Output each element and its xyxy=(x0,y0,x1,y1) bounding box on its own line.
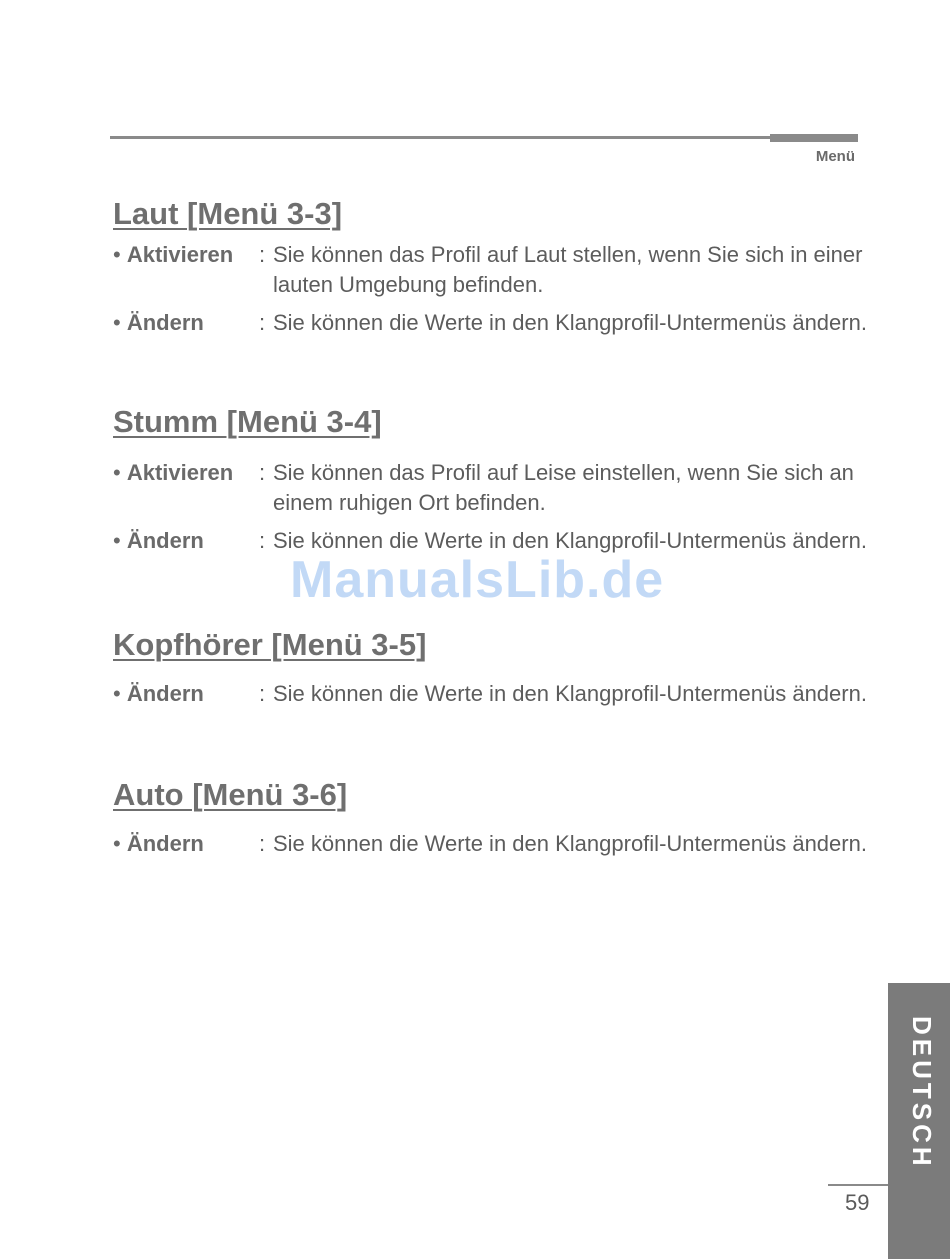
entry-colon: : xyxy=(259,528,266,553)
entry-description: Sie können die Werte in den Klangprofil-Untermenüs ändern. xyxy=(273,310,867,335)
page-number: 59 xyxy=(845,1190,870,1215)
definition-entry xyxy=(113,679,873,709)
entry-colon: : xyxy=(259,831,266,856)
header-rule xyxy=(110,136,770,139)
entry-description: Sie können die Werte in den Klangprofil-Untermenüs ändern. xyxy=(273,831,867,856)
entry-description: Sie können das Profil auf Leise einstellen, wenn Sie sich an einem ruhigen Ort befinden. xyxy=(273,460,854,515)
section-title: Stumm [Menü 3-4] xyxy=(113,404,382,439)
language-tab-label: DEUTSCH xyxy=(907,1016,937,1170)
entry-term: • Ändern xyxy=(113,526,259,556)
entry-term: • Ändern xyxy=(113,829,259,859)
definition-entry xyxy=(113,458,873,518)
definition-entry xyxy=(113,308,873,338)
watermark: ManualsLib.de xyxy=(290,551,665,609)
entry-description: Sie können die Werte in den Klangprofil-Untermenüs ändern. xyxy=(273,528,867,553)
entry-term: • Ändern xyxy=(113,308,259,338)
entry-colon: : xyxy=(259,242,266,267)
entry-term: • Ändern xyxy=(113,679,259,709)
entry-colon: : xyxy=(259,460,266,485)
entry-description: Sie können die Werte in den Klangprofil-Untermenüs ändern. xyxy=(273,681,867,706)
entry-term: • Aktivieren xyxy=(113,458,259,518)
entry-colon: : xyxy=(259,681,266,706)
entry-colon: : xyxy=(259,310,266,335)
header-rule-accent xyxy=(770,134,858,142)
section-title: Kopfhörer [Menü 3-5] xyxy=(113,627,427,662)
definition-entry xyxy=(113,240,873,300)
section-auto xyxy=(113,777,873,859)
entry-description: Sie können das Profil auf Laut stellen, wenn Sie sich in einer lauten Umgebung befinden. xyxy=(273,242,863,297)
section-laut xyxy=(113,196,873,338)
section-stumm xyxy=(113,404,873,556)
section-title: Laut [Menü 3-3] xyxy=(113,196,343,231)
section-title: Auto [Menü 3-6] xyxy=(113,777,348,812)
page-number-rule xyxy=(828,1184,888,1186)
entry-term: • Aktivieren xyxy=(113,240,259,300)
header-chapter-label: Menü xyxy=(815,148,855,165)
definition-entry xyxy=(113,829,873,859)
section-kopfhoerer xyxy=(113,627,873,709)
